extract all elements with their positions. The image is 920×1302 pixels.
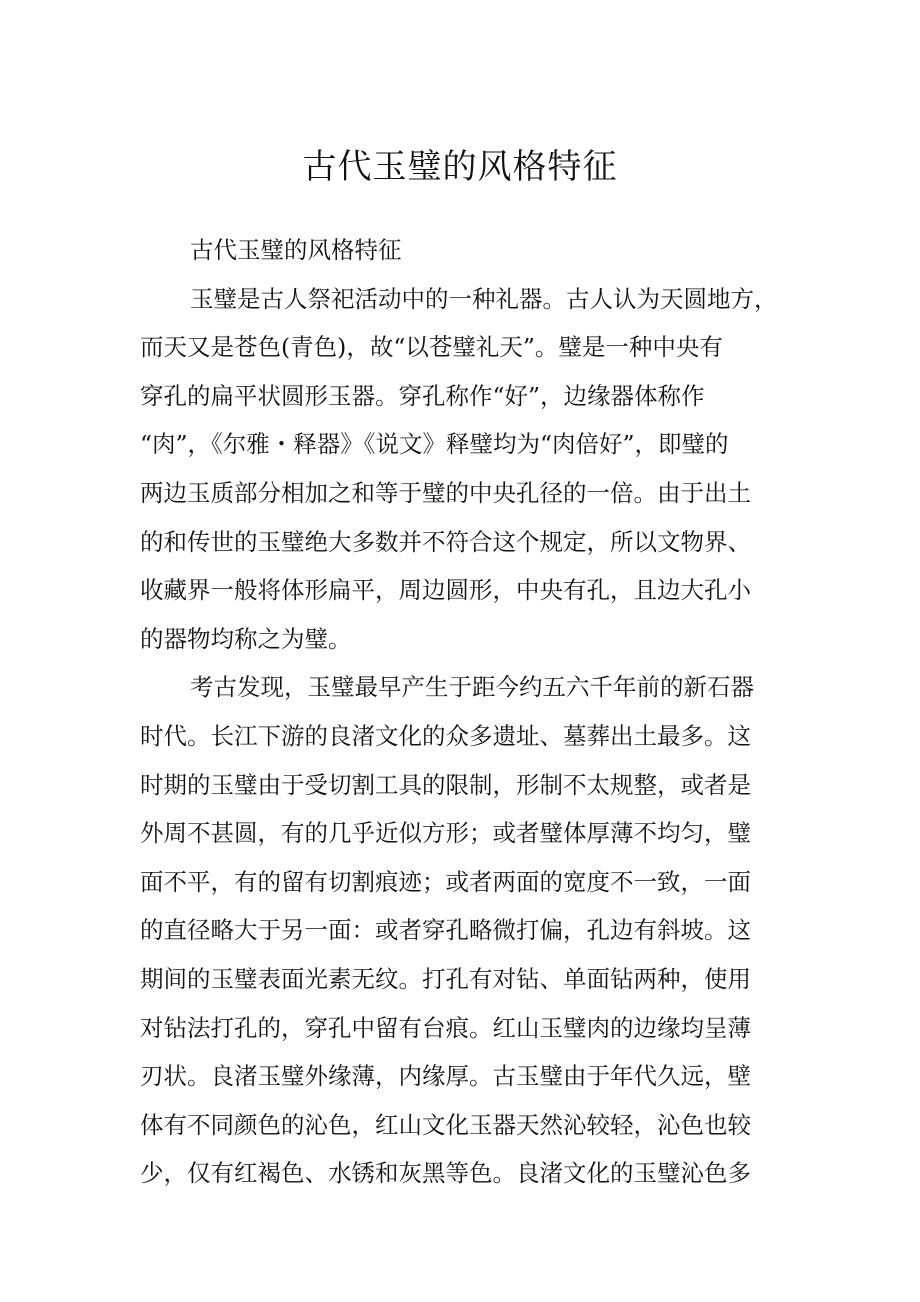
paragraph-1-line-6: 的和传世的玉璧绝大多数并不符合这个规定，所以文物界、 xyxy=(140,527,751,556)
paragraph-2-line-5: 面不平，有的留有切割痕迹；或者两面的宽度不一致，一面 xyxy=(140,867,751,896)
paragraph-2-line-10: 体有不同颜色的沁色，红山文化玉器天然沁较轻，沁色也较 xyxy=(140,1110,751,1139)
paragraph-1-line-7: 收藏界一般将体形扁平，周边圆形，中央有孔，且边大孔小 xyxy=(140,576,751,605)
paragraph-2-line-8: 对钻法打孔的，穿孔中留有台痕。红山玉璧肉的边缘均呈薄 xyxy=(140,1013,751,1042)
paragraph-1-line-2: 而天又是苍色(青色)，故“以苍璧礼天”。璧是一种中央有 xyxy=(140,333,723,362)
document-title: 古代玉璧的风格特征 xyxy=(302,147,618,187)
paragraph-1-line-1: 玉璧是古人祭祀活动中的一种礼器。古人认为天圆地方， xyxy=(190,284,778,313)
subtitle-line: 古代玉璧的风格特征 xyxy=(190,236,402,264)
paragraph-2-line-9: 刃状。良渚玉璧外缘薄，内缘厚。古玉璧由于年代久远，壁 xyxy=(140,1062,751,1091)
paragraph-1-line-4: “肉”，《尔雅・释器》《说文》释璧均为“肉倍好”，即璧的 xyxy=(140,430,729,459)
paragraph-1-line-3: 穿孔的扁平状圆形玉器。穿孔称作“好”，边缘器体称作 xyxy=(140,381,705,410)
paragraph-1-line-8: 的器物均称之为璧。 xyxy=(140,624,352,653)
paragraph-2-line-6: 的直径略大于另一面：或者穿孔略微打偏，孔边有斜坡。这 xyxy=(140,916,751,945)
document-body xyxy=(140,226,790,1198)
paragraph-2-line-3: 时期的玉璧由于受切割工具的限制，形制不太规整，或者是 xyxy=(140,770,751,799)
paragraph-2-line-4: 外周不甚圆，有的几乎近似方形；或者璧体厚薄不均匀，璧 xyxy=(140,819,751,848)
paragraph-2-line-7: 期间的玉璧表面光素无纹。打孔有对钻、单面钻两种，使用 xyxy=(140,964,751,993)
paragraph-2-line-11: 少，仅有红褐色、水锈和灰黑等色。良渚文化的玉璧沁色多 xyxy=(140,1159,751,1188)
paragraph-2-line-2: 时代。长江下游的良渚文化的众多遗址、墓葬出土最多。这 xyxy=(140,721,751,750)
paragraph-2-line-1: 考古发现，玉璧最早产生于距今约五六千年前的新石器 xyxy=(190,673,754,702)
paragraph-1-line-5: 两边玉质部分相加之和等于璧的中央孔径的一倍。由于出土 xyxy=(140,478,751,507)
